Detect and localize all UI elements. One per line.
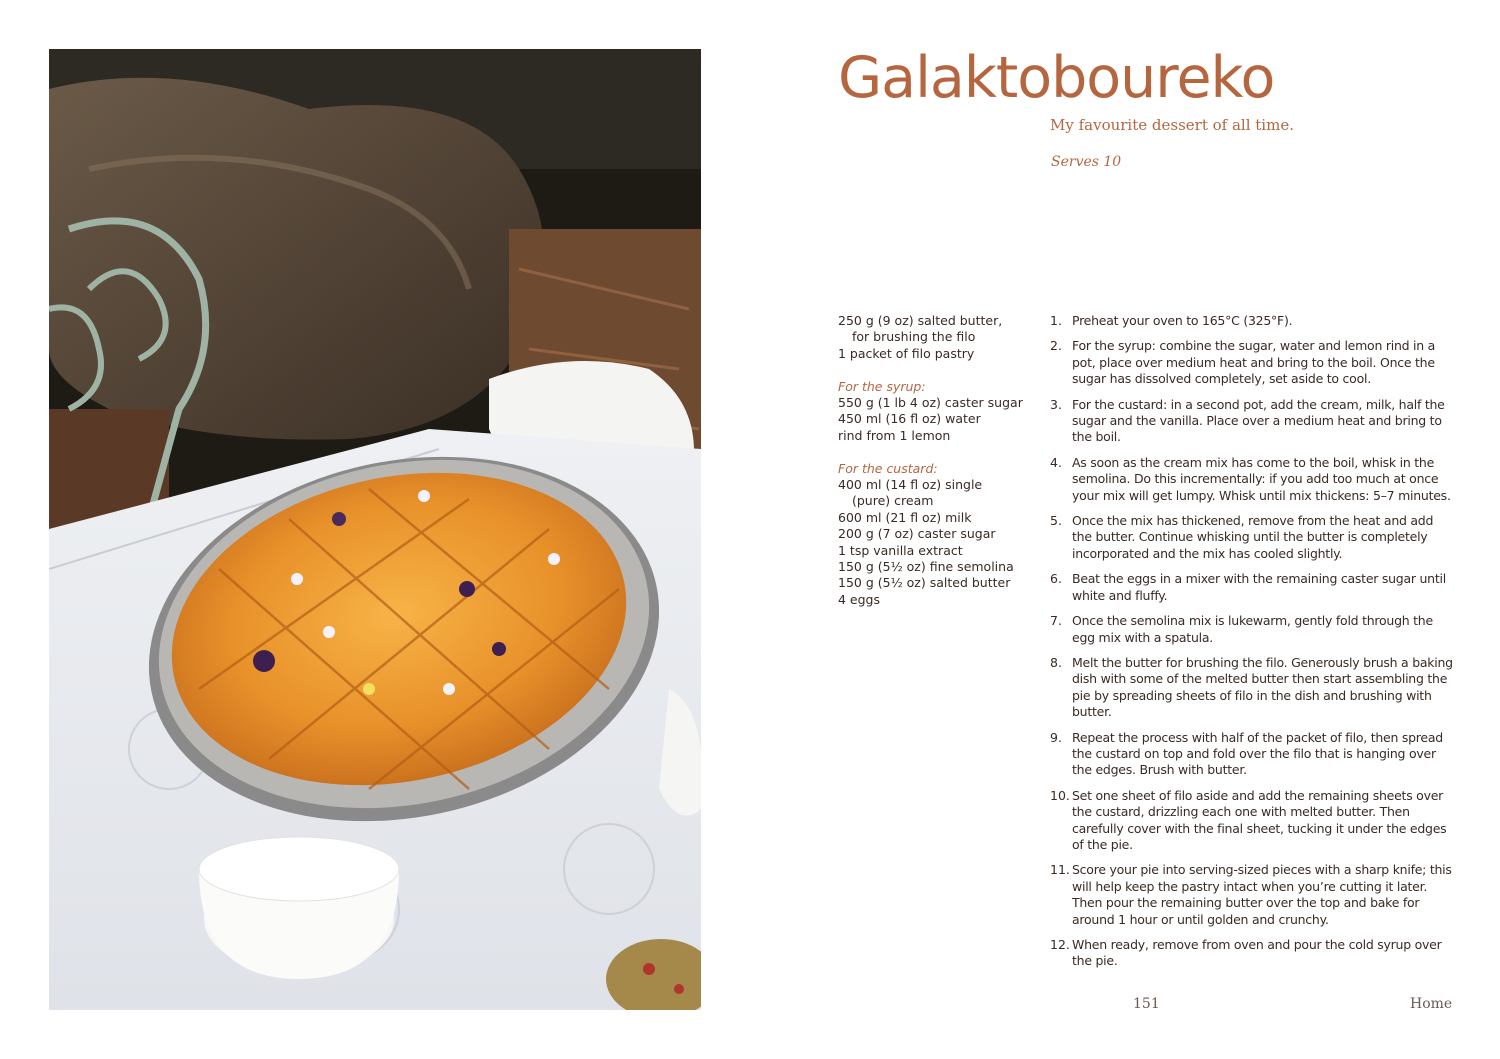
ingredients-main xyxy=(838,313,1033,362)
ingredient-line: 200 g (7 oz) caster sugar xyxy=(838,526,996,542)
custard-heading: For the custard: xyxy=(838,460,938,476)
syrup-heading: For the syrup: xyxy=(838,378,926,394)
method-step xyxy=(1050,730,1455,779)
ingredient-line: for brushing the filo xyxy=(852,329,976,345)
step-number: 4. xyxy=(1050,454,1062,470)
ingredient-line: rind from 1 lemon xyxy=(838,427,951,443)
step-number: 9. xyxy=(1050,729,1062,745)
ingredient-line: (pure) cream xyxy=(852,493,934,509)
method-step xyxy=(1050,513,1455,562)
ingredient-line: 4 eggs xyxy=(838,591,880,607)
ingredient-line: 150 g (5½ oz) salted butter xyxy=(838,575,1011,591)
step-number: 1. xyxy=(1050,313,1062,328)
ingredient-line: 1 tsp vanilla extract xyxy=(838,542,963,558)
ingredient-line: 1 packet of filo pastry xyxy=(838,345,975,361)
step-number: 7. xyxy=(1050,613,1062,629)
step-text: Preheat your oven to 165°C (325°F). xyxy=(1072,313,1293,328)
recipe-subtitle: My favourite dessert of all time. xyxy=(1050,116,1294,134)
method-step xyxy=(1050,655,1455,721)
step-number: 5. xyxy=(1050,513,1062,529)
step-text: Beat the eggs in a mixer with the remaining caster sugar until white and fluffy. xyxy=(1072,571,1446,603)
serves-count: Serves 10 xyxy=(1051,154,1122,170)
step-text: As soon as the cream mix has come to the boil, whisk in the semolina. Do this incrementally: if you add too much at once your mix will get lumpy. Whisk until mix thickens: 5–7 minutes. xyxy=(1072,454,1451,503)
method-step xyxy=(1050,937,1455,970)
step-number: 8. xyxy=(1050,654,1062,670)
method-step xyxy=(1050,313,1455,329)
ingredients-list xyxy=(838,313,1033,625)
step-number: 3. xyxy=(1050,396,1062,412)
recipe-title: Galaktoboureko xyxy=(838,45,1275,111)
step-number: 12. xyxy=(1050,937,1070,952)
step-text: For the syrup: combine the sugar, water and lemon rind in a pot, place over medium heat and bring to the boil. Once the sugar has dissolved completely, set aside to cool. xyxy=(1072,338,1436,387)
step-number: 10. xyxy=(1050,787,1070,803)
ingredient-line: 550 g (1 lb 4 oz) caster sugar xyxy=(838,395,1023,411)
step-text: Once the mix has thickened, remove from the heat and add the butter. Continue whisking until the butter is completely incorporated and the mix has cooled slightly. xyxy=(1072,513,1434,561)
section-name: Home xyxy=(1410,996,1453,1012)
step-number: 6. xyxy=(1050,571,1062,587)
method-step xyxy=(1050,862,1455,928)
step-number: 11. xyxy=(1050,862,1070,878)
page-number: 151 xyxy=(1133,996,1160,1012)
recipe-photo xyxy=(49,49,701,1010)
step-text: Set one sheet of filo aside and add the remaining sheets over the custard, drizzling each one with melted butter. Then carefully cover with the final sheet, tucking it under the edges of the pie. xyxy=(1072,787,1447,852)
step-text: For the custard: in a second pot, add the cream, milk, half the sugar and the vanilla. Place over a medium heat and bring to the boil. xyxy=(1072,396,1445,445)
method-step xyxy=(1050,338,1455,387)
step-text: Melt the butter for brushing the filo. Generously brush a baking dish with some of the melted butter then start assembling the pie by spreading sheets of filo in the dish and brushing with butter. xyxy=(1072,654,1453,720)
ingredients-syrup xyxy=(838,379,1033,445)
step-text: Repeat the process with half of the packet of filo, then spread the custard on top and fold over the filo that is hanging over the edges. Brush with butter. xyxy=(1072,729,1443,778)
ingredient-line: 150 g (5½ oz) fine semolina xyxy=(838,559,1014,575)
method-step xyxy=(1050,455,1455,504)
step-text: When ready, remove from oven and pour the cold syrup over the pie. xyxy=(1072,937,1442,969)
step-text: Score your pie into serving-sized pieces with a sharp knife; this will help keep the pastry intact when you’re cutting it later. Then pour the remaining butter over the top and bake for around 1 hour or until golden and crunchy. xyxy=(1072,862,1452,927)
method-step xyxy=(1050,397,1455,446)
ingredient-line: 600 ml (21 fl oz) milk xyxy=(838,509,972,525)
step-number: 2. xyxy=(1050,338,1062,354)
ingredient-line: 250 g (9 oz) salted butter, xyxy=(838,313,1003,328)
galaktoboureko-photo-illustration xyxy=(49,49,701,1010)
method-step xyxy=(1050,571,1455,604)
step-text: Once the semolina mix is lukewarm, gently fold through the egg mix with a spatula. xyxy=(1072,613,1433,645)
method-step xyxy=(1050,613,1455,646)
ingredient-line: 450 ml (16 fl oz) water xyxy=(838,411,981,427)
ingredient-line: 400 ml (14 fl oz) single xyxy=(838,477,983,493)
method-steps xyxy=(1050,313,1455,979)
method-step xyxy=(1050,788,1455,854)
ingredients-custard xyxy=(838,461,1033,609)
